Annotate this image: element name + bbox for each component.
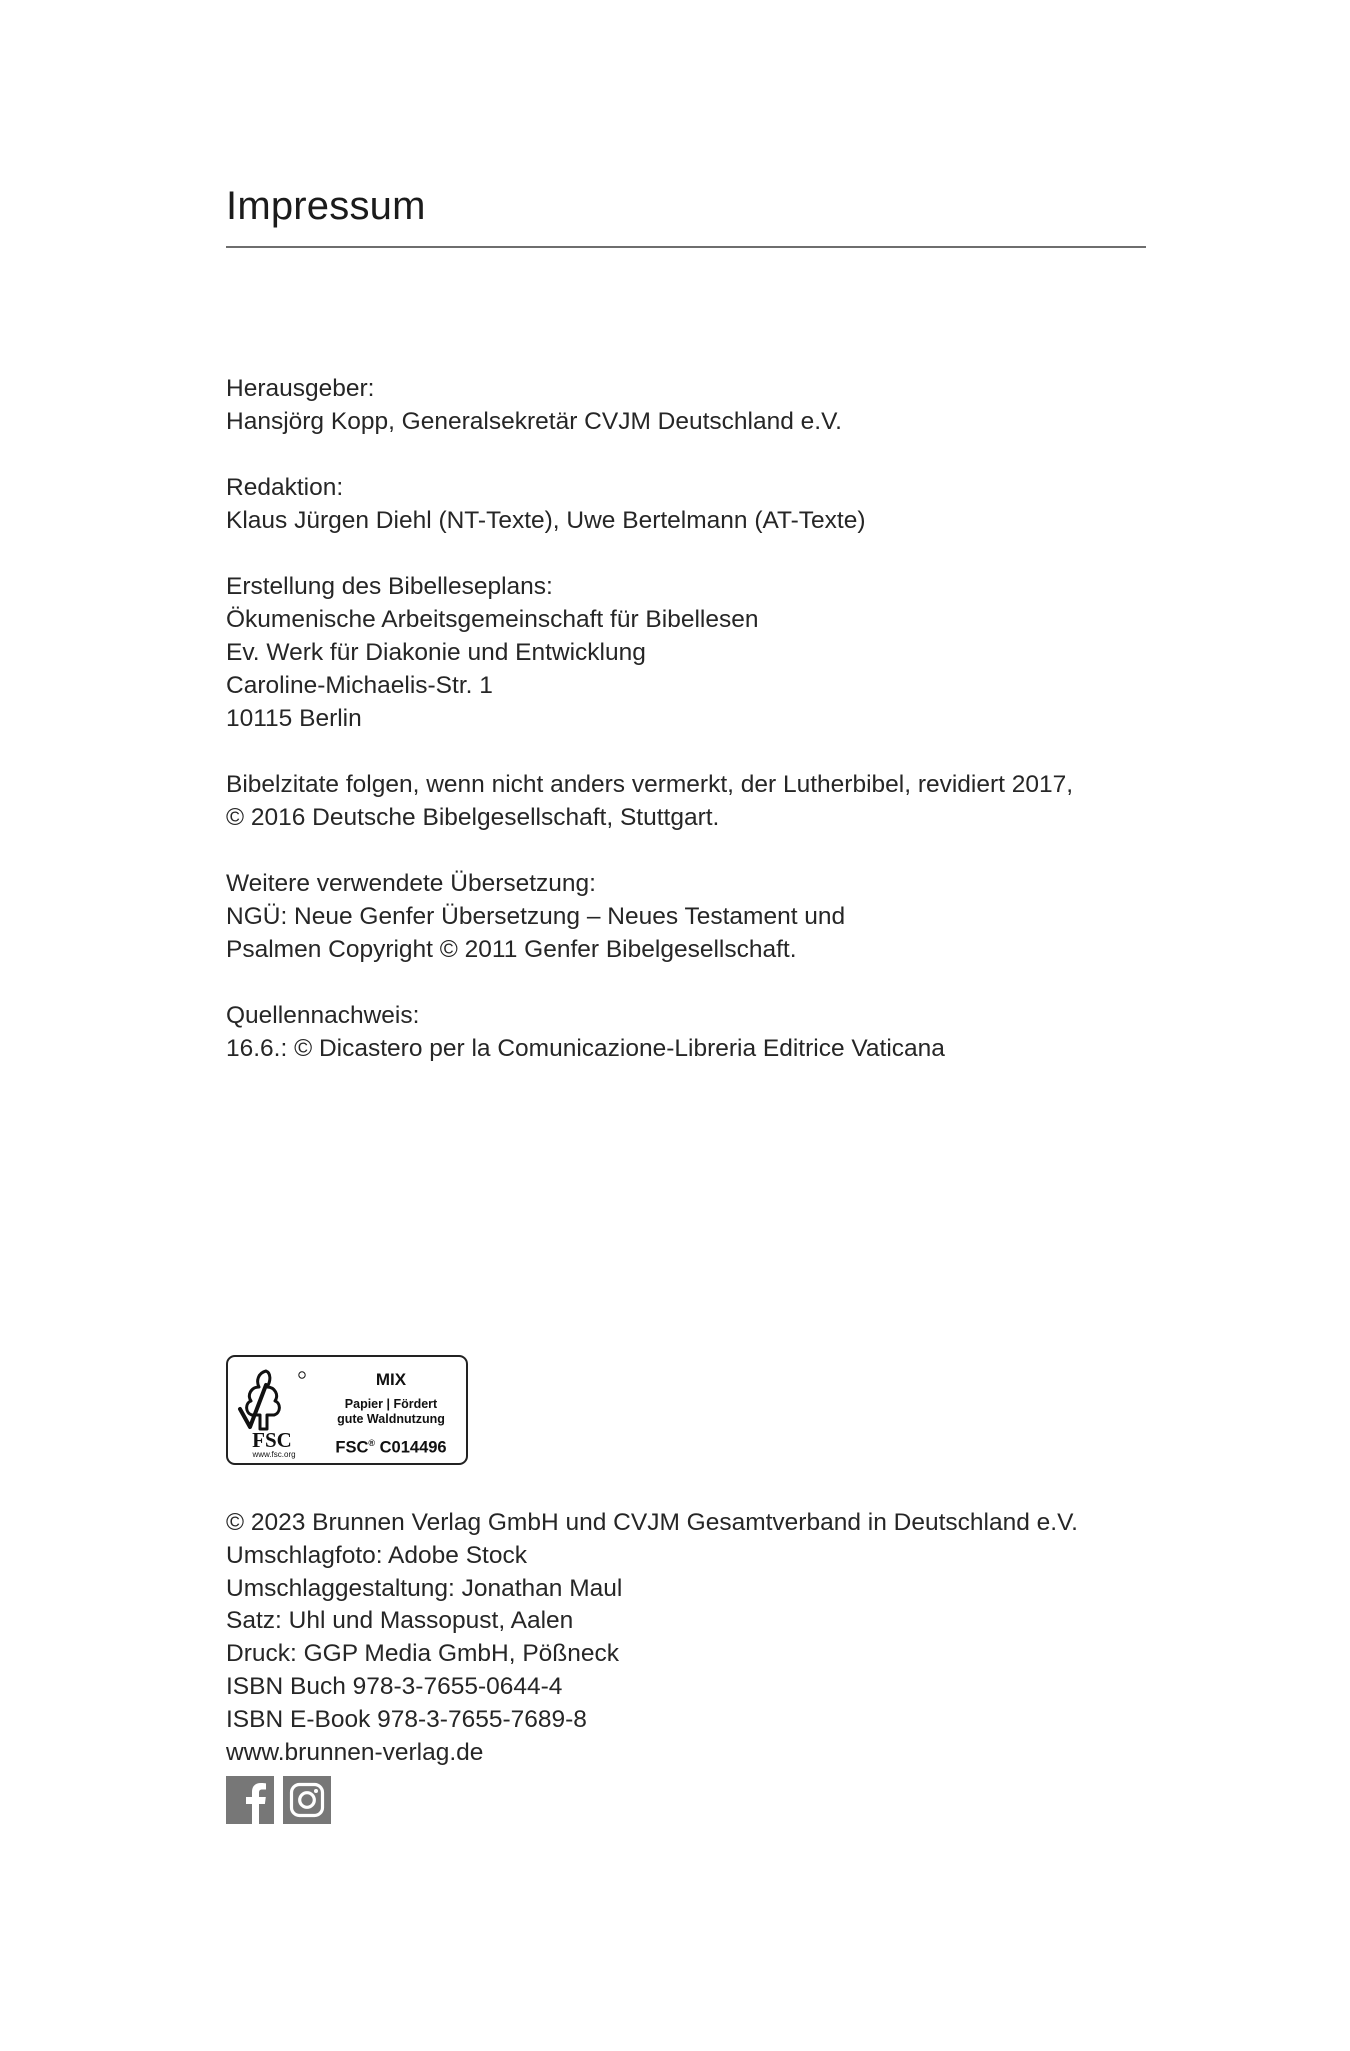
section-label: Redaktion: — [226, 474, 344, 501]
fsc-label — [226, 1355, 468, 1465]
fsc-brand: FSC — [252, 1428, 292, 1452]
fsc-description-line: gute Waldnutzung — [337, 1412, 445, 1426]
credit-line: ISBN E-Book 978-3-7655-7689-8 — [226, 1705, 587, 1733]
title-divider — [226, 246, 1146, 248]
section-bible-quotes — [226, 768, 1226, 834]
section-line: Ev. Werk für Diakonie und Entwicklung — [226, 639, 646, 666]
website-link[interactable]: www.brunnen-verlag.de — [226, 1738, 484, 1766]
fsc-code-number: C014496 — [379, 1438, 447, 1457]
section-label: Erstellung des Bibelleseplans: — [226, 573, 553, 600]
credit-line: Umschlagfoto: Adobe Stock — [226, 1541, 527, 1569]
fsc-registered-mark: ® — [368, 1438, 376, 1448]
section-label: Weitere verwendete Übersetzung: — [226, 870, 596, 897]
section-line: Ökumenische Arbeitsgemeinschaft für Bibellesen — [226, 606, 759, 633]
section-label: Bibelzitate folgen, wenn nicht anders vermerkt, der Lutherbibel, revidiert 2017, — [226, 771, 1074, 798]
fsc-mix: MIX — [375, 1370, 407, 1389]
section-line: Caroline-Michaelis-Str. 1 — [226, 672, 493, 699]
social-icons — [226, 1776, 336, 1824]
impressum-content — [226, 372, 1226, 1098]
fsc-description-line: Papier | Fördert — [344, 1397, 438, 1411]
credit-line: Umschlaggestaltung: Jonathan Maul — [226, 1574, 623, 1602]
credits — [226, 1507, 1276, 1769]
section-line: 16.6.: © Dicastero per la Comunicazione-Libreria Editrice Vaticana — [226, 1035, 945, 1062]
fsc-text — [320, 1365, 462, 1458]
section-editorial — [226, 471, 1226, 537]
section-line: Psalmen Copyright © 2011 Genfer Bibelgesellschaft. — [226, 936, 797, 963]
fsc-code-prefix: FSC — [335, 1438, 369, 1457]
section-publisher — [226, 372, 1226, 438]
fsc-tree-icon — [236, 1365, 312, 1459]
section-line: 10115 Berlin — [226, 705, 362, 732]
credit-line: ISBN Buch 978-3-7655-0644-4 — [226, 1672, 563, 1700]
page-title: Impressum — [226, 184, 426, 228]
section-label: Herausgeber: — [226, 375, 375, 402]
fsc-description — [320, 1397, 462, 1427]
section-line: © 2016 Deutsche Bibelgesellschaft, Stuttgart. — [226, 804, 720, 831]
instagram-icon[interactable] — [283, 1776, 331, 1824]
section-line: Klaus Jürgen Diehl (NT-Texte), Uwe Bertelmann (AT-Texte) — [226, 507, 866, 534]
section-label: Quellennachweis: — [226, 1002, 420, 1029]
fsc-website: www.fsc.org — [252, 1450, 296, 1459]
section-line: Hansjörg Kopp, Generalsekretär CVJM Deutschland e.V. — [226, 408, 842, 435]
section-sources — [226, 999, 1226, 1065]
credit-line: Druck: GGP Media GmbH, Pößneck — [226, 1640, 620, 1668]
facebook-icon[interactable] — [226, 1776, 274, 1824]
section-reading-plan — [226, 570, 1226, 735]
credit-line: © 2023 Brunnen Verlag GmbH und CVJM Gesamtverband in Deutschland e.V. — [226, 1509, 1078, 1536]
credit-line: Satz: Uhl und Massopust, Aalen — [226, 1607, 574, 1635]
section-translation — [226, 867, 1226, 966]
fsc-code — [320, 1433, 462, 1458]
section-line: NGÜ: Neue Genfer Übersetzung – Neues Testament und — [226, 903, 846, 930]
